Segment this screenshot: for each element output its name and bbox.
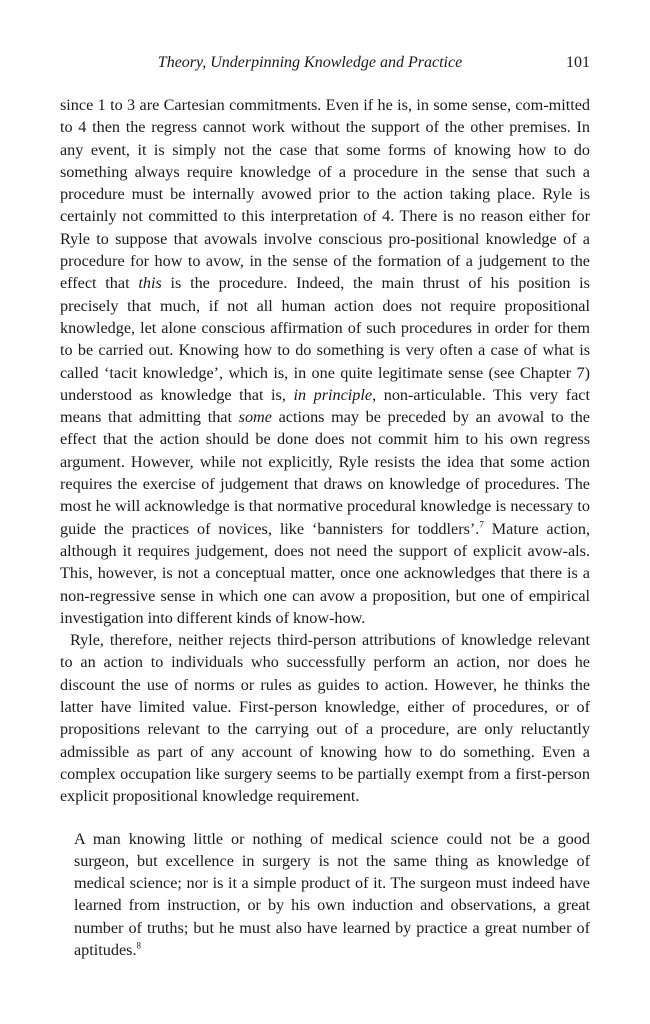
paragraph-1-text: since 1 to 3 are Cartesian commitments. Even if he is, in some sense, com-mitted to 4 then the regress cannot work without the support of the other premises. In any event, it is simply not the case that some forms of knowing how to do something always require knowledge of a procedure in the sense that such a procedure must be internally avowed prior to the action taking place. Ryle is certainly not committed to this interpretation of 4. There is no reason either for Ryle to suppose that avowals involve conscious pro-positional knowledge of a procedure for how to avow, in the sense of the formation of a judgement to the effect that <box>60 96 590 293</box>
running-title: Theory, Underpinning Knowledge and Practice <box>157 54 463 71</box>
paragraph-1-text: actions may be preceded by an avowal to the effect that the action should be done does not commit him to his own regress argument. However, while not explicitly, Ryle resists the idea that some action requires the exercise of judgement that draws on knowledge of procedures. The most he will acknowledge is that normative procedural knowledge is necessary to guide the practices of novices, like ‘bannisters for toddlers’. <box>60 408 590 538</box>
paragraph-1-text: is the procedure. Indeed, the main thrust of his position is precisely that much, if not all human action does not require propositional knowledge, let alone conscious affirmation of such procedures in order for them to be carried out. Knowing how to do something is very often a case of what is called ‘tacit knowledge’, which is, in one quite legitimate sense (see Chapter 7) understood as knowledge that is, <box>60 274 590 404</box>
footnote-marker-8: 8 <box>136 940 141 951</box>
page-number: 101 <box>566 54 590 71</box>
running-head <box>60 54 590 78</box>
body-text <box>60 94 590 961</box>
block-quote-text <box>74 828 590 962</box>
paragraph-1-text: , non-articulable. This very fact means that admitting that <box>60 385 590 427</box>
paragraph-2: Ryle, therefore, neither rejects third-person attributions of knowledge relevant to an action to individuals who successfully perform an action, nor does he discount the use of norms or rules as guides to action. However, he thinks the latter have limited value. First-person knowledge, either of procedures, or of propositions relevant to the carrying out of a procedure, are only reluctantly admissible as part of any account of knowing how to do something. Even a complex occupation like surgery seems to be partially exempt from a first-person explicit propositional knowledge requirement. <box>60 631 590 806</box>
emphasis-in-principle: in principle <box>293 385 373 404</box>
paragraph-1 <box>60 94 590 629</box>
footnote-marker-7: 7 <box>479 519 484 530</box>
paragraph-1-text: Mature action, although it requires judgement, does not need the support of explicit avow-als. This, however, is not a conceptual matter, once one acknowledges that there is a non-regressive sense in which one can avow a proposition, but one of empirical investigation into different kinds of know-how. <box>60 519 591 627</box>
book-page <box>60 54 590 961</box>
block-quote <box>74 828 590 962</box>
emphasis-some: some <box>238 408 272 427</box>
quote-text: A man knowing little or nothing of medical science could not be a good surgeon, but excellence in surgery is not the same thing as knowledge of medical science; nor is it a simple product of it. The surgeon must indeed have learned from instruction, or by his own induction and observations, a great number of truths; but he must also have learned by practice a great number of aptitudes. <box>74 829 590 959</box>
emphasis-this: this <box>138 274 162 293</box>
